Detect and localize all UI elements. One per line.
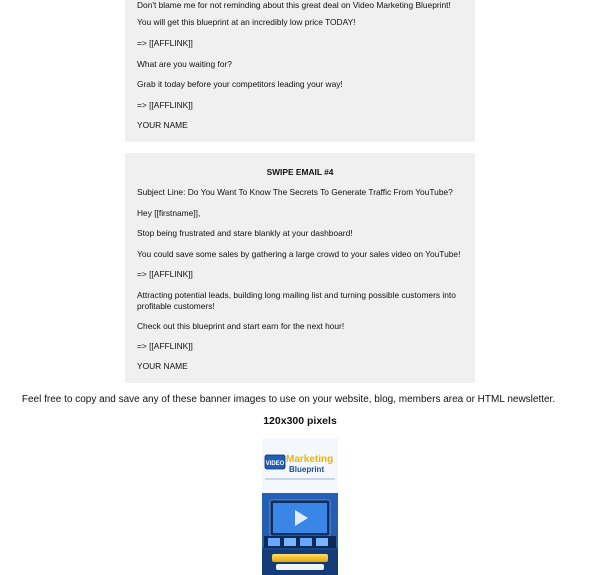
email4-afflink-1: => [[AFFLINK]]	[137, 269, 193, 279]
email3-afflink-2: => [[AFFLINK]]	[137, 100, 193, 110]
banner-intro-text: Feel free to copy and save any of these banner images to use on your website, blog, members area or HTML newsletter.	[21, 394, 556, 405]
email4-greeting: Hey [[firstname]],	[137, 208, 201, 218]
email3-line-1: Don't blame me for not reminding about this great deal on Video Marketing Blueprint!	[137, 0, 451, 10]
email4-subject: Subject Line: Do You Want To Know The Secrets To Generate Traffic From YouTube?	[137, 187, 453, 197]
email3-line-3: What are you waiting for?	[137, 59, 232, 69]
email3-signoff: YOUR NAME	[137, 120, 188, 130]
email3-line-4: Grab it today before your competitors leading your way!	[137, 79, 343, 89]
email4-line-4: Check out this blueprint and start earn for the next hour!	[137, 321, 345, 331]
email4-line-2: You could save some sales by gathering a large crowd to your sales video on YouTube!	[137, 249, 461, 259]
banner-artwork	[262, 438, 338, 575]
logo-word-1: Marketing	[286, 454, 334, 465]
email4-afflink-2: => [[AFFLINK]]	[137, 341, 193, 351]
email4-signoff: YOUR NAME	[137, 361, 188, 371]
swipe-email-4-box	[125, 153, 475, 383]
banner-size-label: 120x300 pixels	[263, 415, 337, 427]
email4-line-3: Attracting potential leads, building long mailing list and turning possible customers into profitable customers!	[137, 290, 456, 311]
email3-afflink-1: => [[AFFLINK]]	[137, 38, 193, 48]
email3-line-2: You will get this blueprint at an incredibly low price TODAY!	[137, 17, 356, 27]
email4-line-1: Stop being frustrated and stare blankly at your dashboard!	[137, 228, 353, 238]
swipe-email-3-box	[125, 0, 475, 142]
swipe-email-title: SWIPE EMAIL #4	[266, 167, 334, 177]
logo-word-2: Blueprint	[289, 465, 325, 474]
logo-badge-text: VIDEO	[265, 461, 285, 467]
banner-120x300-image[interactable]	[262, 438, 338, 575]
